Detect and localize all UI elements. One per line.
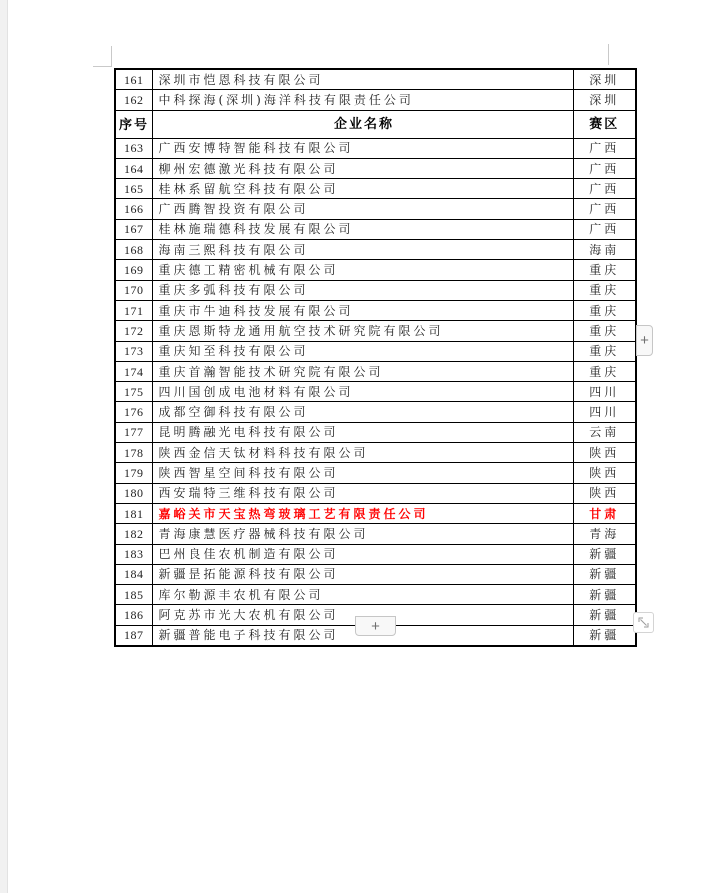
cell-region[interactable]: 新疆: [573, 625, 636, 646]
cell-name[interactable]: 海南三熙科技有限公司: [152, 240, 573, 260]
table-row: [115, 300, 636, 320]
table-row: [115, 422, 636, 442]
cell-name[interactable]: 陕西智星空间科技有限公司: [152, 463, 573, 483]
table-row: [115, 260, 636, 280]
cell-no[interactable]: 164: [115, 158, 152, 178]
cell-no[interactable]: 166: [115, 199, 152, 219]
table-row: [115, 524, 636, 544]
cell-no[interactable]: 174: [115, 361, 152, 381]
cell-name[interactable]: 新疆普能电子科技有限公司: [152, 625, 573, 646]
cell-region[interactable]: 重庆: [573, 260, 636, 280]
table-row: [115, 321, 636, 341]
cell-no[interactable]: 186: [115, 605, 152, 625]
cell-region[interactable]: 新疆: [573, 564, 636, 584]
cell-no[interactable]: 181: [115, 503, 152, 523]
cell-name[interactable]: 昆明腾融光电科技有限公司: [152, 422, 573, 442]
cell-no[interactable]: 184: [115, 564, 152, 584]
cell-no[interactable]: 182: [115, 524, 152, 544]
cell-no[interactable]: 183: [115, 544, 152, 564]
cell-name[interactable]: 重庆多弧科技有限公司: [152, 280, 573, 300]
diagonal-resize-icon: [637, 616, 650, 629]
cell-region[interactable]: 广西: [573, 199, 636, 219]
table-row: [115, 463, 636, 483]
table-row: [115, 90, 636, 110]
cell-name[interactable]: 桂林施瑞德科技发展有限公司: [152, 219, 573, 239]
cell-name[interactable]: 中科探海(深圳)海洋科技有限责任公司: [152, 90, 573, 110]
table-row: [115, 503, 636, 523]
cell-name[interactable]: 新疆昰拓能源科技有限公司: [152, 564, 573, 584]
cell-no[interactable]: 167: [115, 219, 152, 239]
cell-no[interactable]: 177: [115, 422, 152, 442]
table-row: [115, 382, 636, 402]
cell-name[interactable]: 深圳市恺恩科技有限公司: [152, 69, 573, 90]
table-row: [115, 544, 636, 564]
cell-region[interactable]: 重庆: [573, 300, 636, 320]
plus-icon: +: [371, 617, 380, 635]
cell-no[interactable]: 168: [115, 240, 152, 260]
cell-name[interactable]: 广西腾智投资有限公司: [152, 199, 573, 219]
cell-region[interactable]: 甘肃: [573, 503, 636, 523]
add-row-button[interactable]: [355, 616, 396, 636]
cell-name[interactable]: 柳州宏德激光科技有限公司: [152, 158, 573, 178]
cell-region[interactable]: 广西: [573, 179, 636, 199]
cell-no[interactable]: 170: [115, 280, 152, 300]
cell-region[interactable]: 重庆: [573, 341, 636, 361]
cell-name[interactable]: 重庆市牛迪科技发展有限公司: [152, 300, 573, 320]
cell-name[interactable]: 阿克苏市光大农机有限公司: [152, 605, 573, 625]
cell-no[interactable]: 162: [115, 90, 152, 110]
table-row: [115, 219, 636, 239]
table-row: [115, 158, 636, 178]
cell-name[interactable]: 库尔勒源丰农机有限公司: [152, 585, 573, 605]
cell-no[interactable]: 173: [115, 341, 152, 361]
table-row: [115, 402, 636, 422]
cell-name[interactable]: 陕西金信天钛材料科技有限公司: [152, 443, 573, 463]
cell-name[interactable]: 重庆恩斯特龙通用航空技术研究院有限公司: [152, 321, 573, 341]
cell-name[interactable]: 嘉峪关市天宝热弯玻璃工艺有限责任公司: [152, 503, 573, 523]
cell-no[interactable]: 179: [115, 463, 152, 483]
cell-no[interactable]: 178: [115, 443, 152, 463]
cell-region[interactable]: 重庆: [573, 361, 636, 381]
table-row: [115, 564, 636, 584]
cell-name[interactable]: 重庆德工精密机械有限公司: [152, 260, 573, 280]
table-resize-handle[interactable]: [633, 612, 654, 633]
plus-icon: +: [640, 332, 649, 349]
cell-no[interactable]: 161: [115, 69, 152, 90]
cell-region[interactable]: 新疆: [573, 585, 636, 605]
canvas-left-gutter: [0, 0, 8, 893]
cell-no[interactable]: 185: [115, 585, 152, 605]
cell-region[interactable]: 云南: [573, 422, 636, 442]
cell-name[interactable]: 重庆首瀚智能技术研究院有限公司: [152, 361, 573, 381]
cell-name[interactable]: 西安瑞特三维科技有限公司: [152, 483, 573, 503]
cell-no[interactable]: 175: [115, 382, 152, 402]
cell-region[interactable]: 青海: [573, 524, 636, 544]
cell-region[interactable]: 重庆: [573, 280, 636, 300]
table-row: [115, 483, 636, 503]
cell-no[interactable]: 165: [115, 179, 152, 199]
cell-region[interactable]: 四川: [573, 382, 636, 402]
cell-region[interactable]: 新疆: [573, 605, 636, 625]
table-body: [115, 69, 636, 646]
cell-region[interactable]: 海南: [573, 240, 636, 260]
cell-region[interactable]: 重庆: [573, 321, 636, 341]
cell-name[interactable]: 重庆知至科技有限公司: [152, 341, 573, 361]
header-cell-name[interactable]: 企业名称: [152, 110, 573, 138]
table-row: [115, 240, 636, 260]
cell-region[interactable]: 陕西: [573, 443, 636, 463]
table-row: [115, 199, 636, 219]
cell-name[interactable]: 巴州良佳农机制造有限公司: [152, 544, 573, 564]
cell-region[interactable]: 广西: [573, 158, 636, 178]
table-row: [115, 341, 636, 361]
company-table: [114, 68, 637, 647]
cell-region[interactable]: 四川: [573, 402, 636, 422]
cell-no[interactable]: 163: [115, 138, 152, 158]
cell-region[interactable]: 陕西: [573, 483, 636, 503]
cell-region[interactable]: 陕西: [573, 463, 636, 483]
text-boundary-mark-left-horizontal: [93, 66, 112, 67]
table-row: [115, 280, 636, 300]
table-row: [115, 179, 636, 199]
table-header-row: [115, 110, 636, 138]
cell-name[interactable]: 青海康慧医疗器械科技有限公司: [152, 524, 573, 544]
header-cell-no[interactable]: 序号: [115, 110, 152, 138]
cell-no[interactable]: 169: [115, 260, 152, 280]
table-row: [115, 361, 636, 381]
header-cell-region[interactable]: 赛区: [573, 110, 636, 138]
cell-name[interactable]: 成都空御科技有限公司: [152, 402, 573, 422]
cell-name[interactable]: 桂林系留航空科技有限公司: [152, 179, 573, 199]
cell-no[interactable]: 172: [115, 321, 152, 341]
cell-name[interactable]: 广西安博特智能科技有限公司: [152, 138, 573, 158]
cell-no[interactable]: 187: [115, 625, 152, 646]
table-row: [115, 443, 636, 463]
cell-region[interactable]: 新疆: [573, 544, 636, 564]
cell-region[interactable]: 广西: [573, 138, 636, 158]
cell-region[interactable]: 深圳: [573, 69, 636, 90]
cell-name[interactable]: 四川国创成电池材料有限公司: [152, 382, 573, 402]
table-row: [115, 69, 636, 90]
add-column-button[interactable]: [636, 325, 653, 356]
cell-region[interactable]: 深圳: [573, 90, 636, 110]
table-row: [115, 585, 636, 605]
table-row: [115, 138, 636, 158]
text-boundary-mark-right-vertical: [608, 44, 609, 65]
text-boundary-mark-left-vertical: [111, 46, 112, 67]
cell-no[interactable]: 180: [115, 483, 152, 503]
cell-no[interactable]: 176: [115, 402, 152, 422]
cell-no[interactable]: 171: [115, 300, 152, 320]
cell-region[interactable]: 广西: [573, 219, 636, 239]
